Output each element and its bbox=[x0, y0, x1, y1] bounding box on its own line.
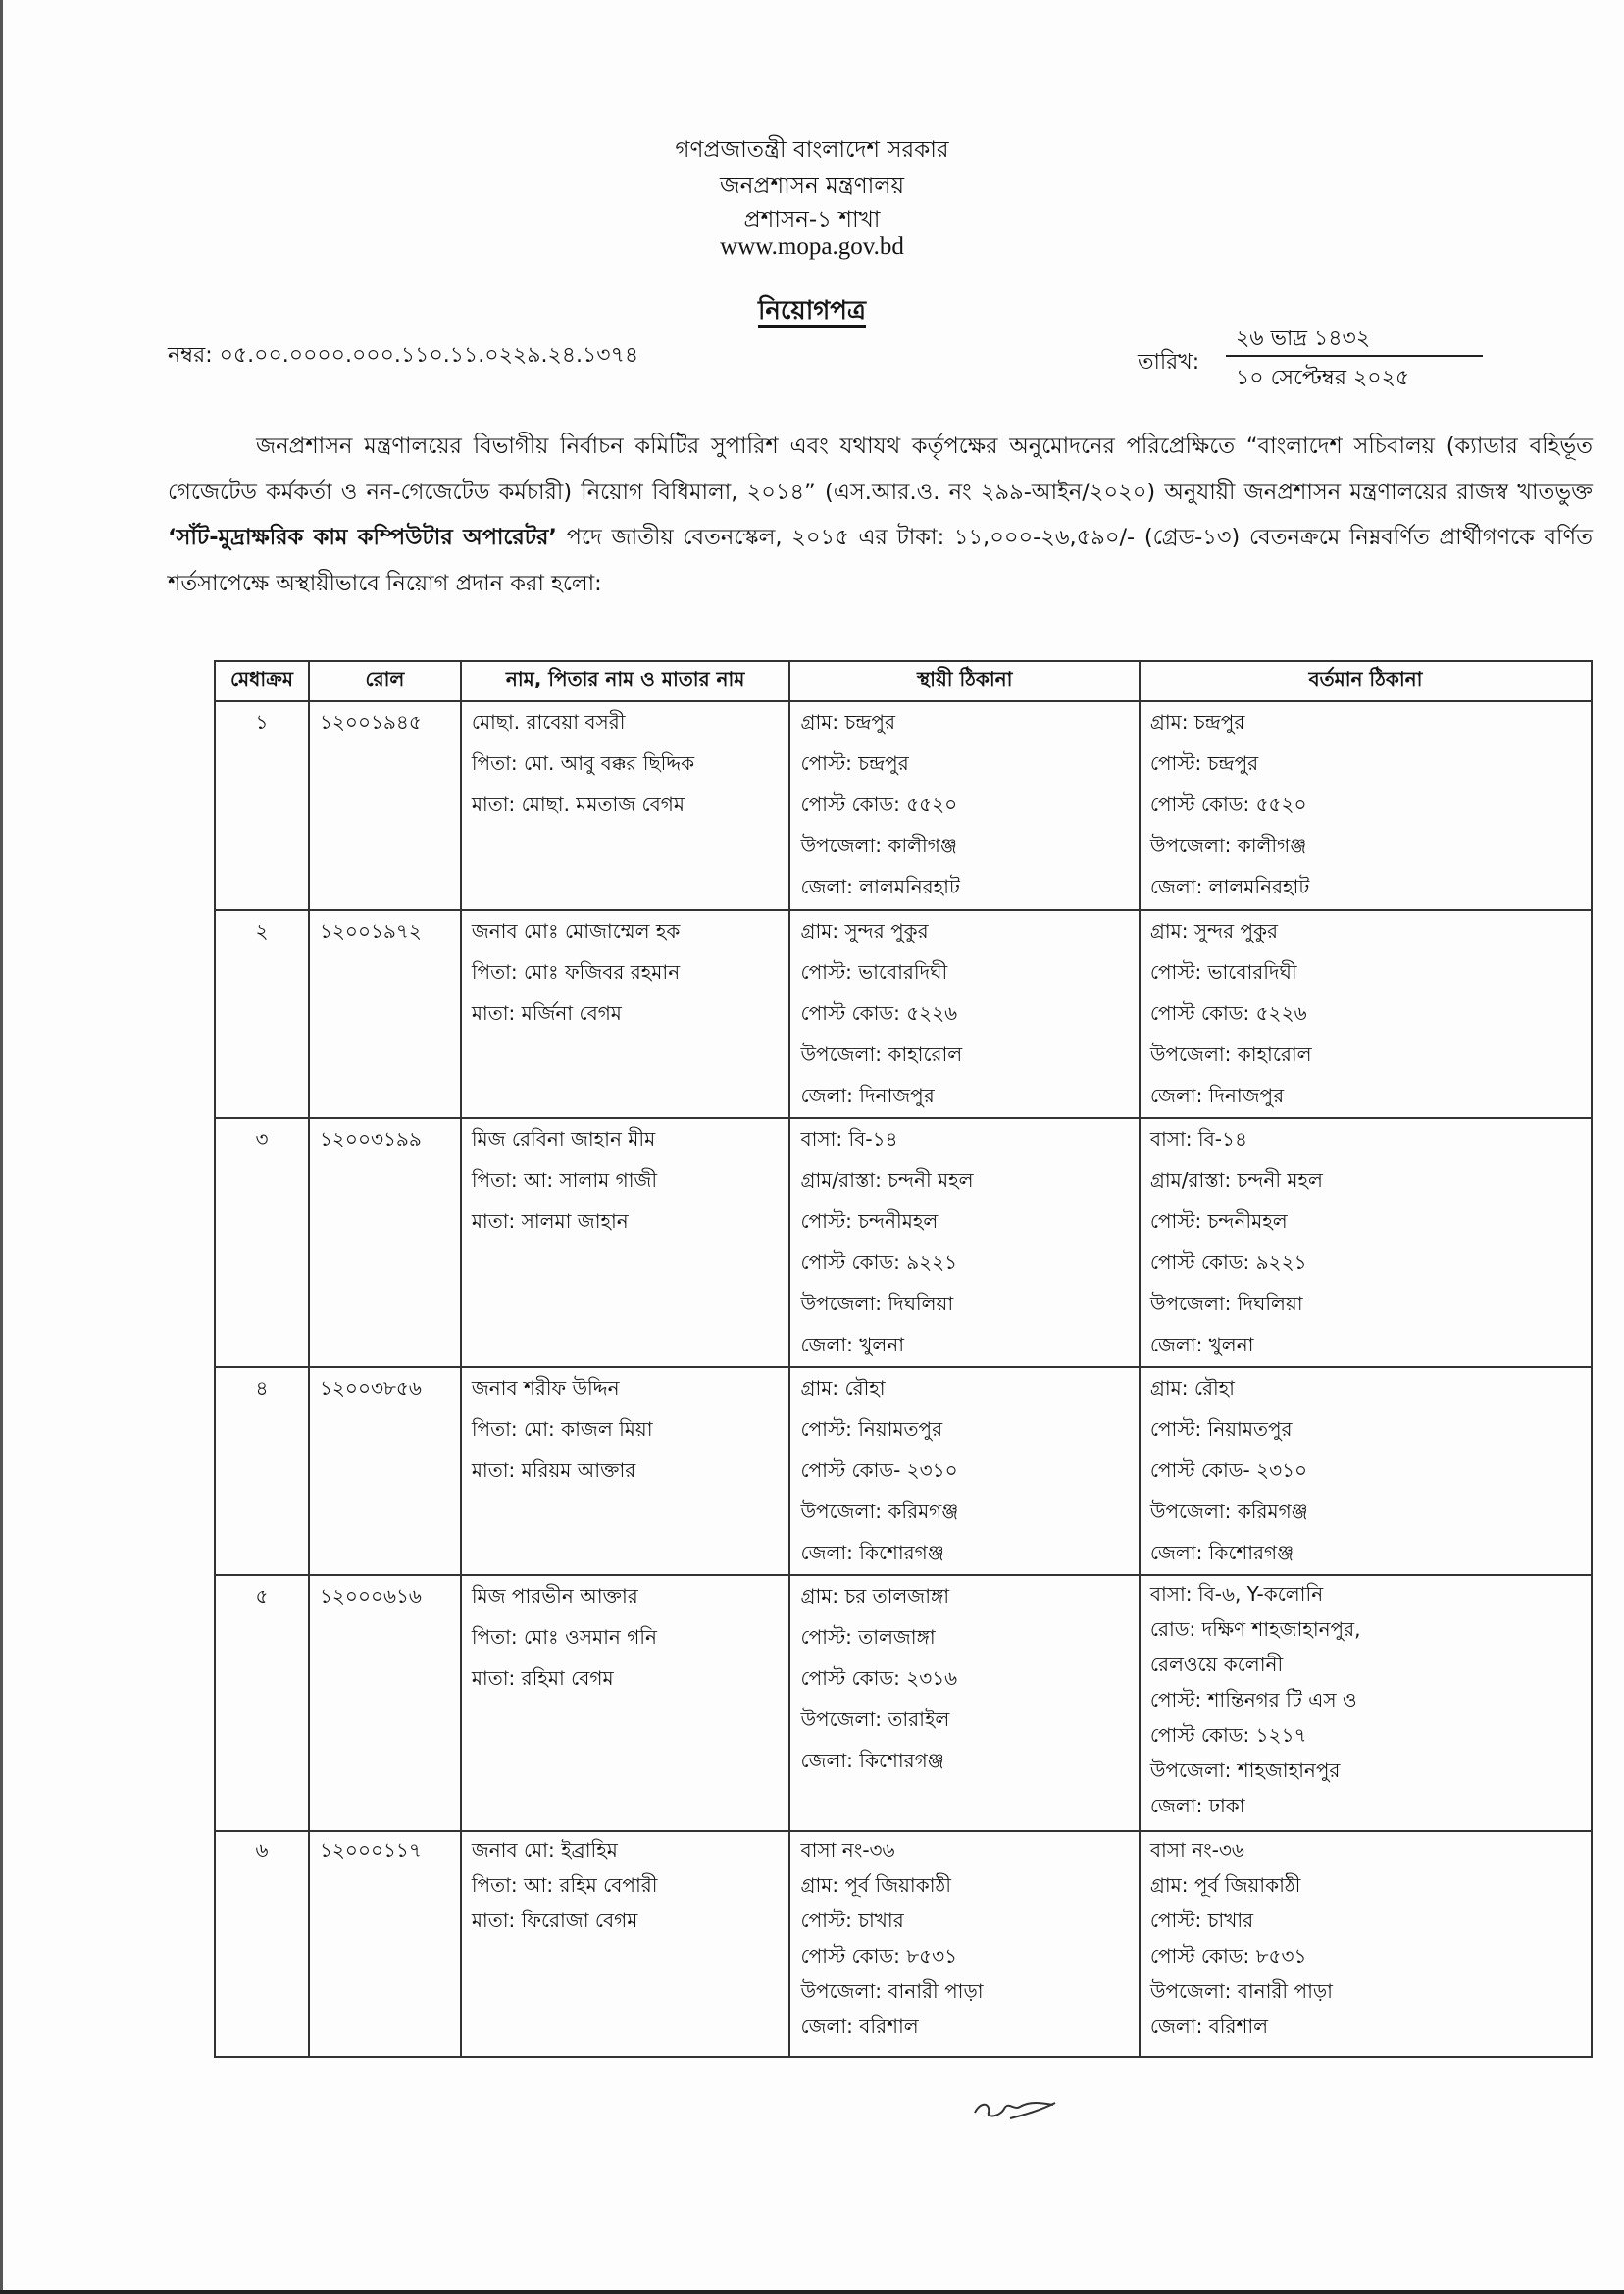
name-line: পিতা: আ: রহিম বেপারী bbox=[471, 1873, 658, 1897]
address-line: গ্রাম: সুন্দর পুকুর bbox=[1149, 919, 1279, 943]
address-line: বাসা: বি-১৪ bbox=[1149, 1127, 1247, 1150]
address-line: উপজেলা: কালীগঞ্জ bbox=[800, 834, 957, 857]
permanent-address-cell bbox=[789, 701, 1139, 910]
name-line: পিতা: মো. আবু বক্কর ছিদ্দিক bbox=[471, 751, 695, 775]
header-present-address: বর্তমান ঠিকানা bbox=[1140, 661, 1592, 701]
name-line: মোছা. রাবেয়া বসরী bbox=[471, 710, 626, 734]
address-line: উপজেলা: বানারী পাড়া bbox=[800, 1979, 984, 2003]
address-line: উপজেলা: তারাইল bbox=[800, 1708, 950, 1731]
address-line: গ্রাম: পূর্ব জিয়াকাঠী bbox=[800, 1873, 951, 1897]
name-line: জনাব মো: ইব্রাহিম bbox=[471, 1838, 618, 1861]
header-permanent-address: স্থায়ী ঠিকানা bbox=[789, 661, 1139, 701]
merit-cell bbox=[215, 1367, 309, 1575]
header-roll: রোল bbox=[309, 661, 461, 701]
address-line: উপজেলা: করিমগঞ্জ bbox=[800, 1500, 959, 1523]
post-title: ‘সাঁট-মুদ্রাক্ষরিক কাম কম্পিউটার অপারেটর’ bbox=[168, 525, 557, 550]
present-address-cell bbox=[1140, 1575, 1592, 1831]
names-cell bbox=[461, 910, 790, 1118]
address-line: গ্রাম: রৌহা bbox=[1149, 1376, 1235, 1400]
address-line: উপজেলা: শাহজাহানপুর bbox=[1149, 1759, 1341, 1782]
address-line: পোস্ট: চন্দনীমহল bbox=[800, 1209, 939, 1233]
address-line: গ্রাম: চন্দ্রপুর bbox=[800, 710, 895, 734]
header-names: নাম, পিতার নাম ও মাতার নাম bbox=[461, 661, 790, 701]
website-link[interactable]: www.mopa.gov.bd bbox=[720, 233, 904, 260]
scan-edge-left bbox=[0, 0, 3, 2294]
permanent-address-cell bbox=[789, 1831, 1139, 2057]
permanent-address-cell bbox=[789, 1367, 1139, 1575]
date-bangla: ২৬ ভাদ্র ১৪৩২ bbox=[1226, 322, 1483, 357]
address-line: জেলা: কিশোরগঞ্জ bbox=[800, 1749, 944, 1772]
address-line: জেলা: কিশোরগঞ্জ bbox=[1149, 1541, 1294, 1564]
names-cell bbox=[461, 1831, 790, 2057]
name-line: মাতা: সালমা জাহান bbox=[471, 1209, 629, 1233]
name-line: মাতা: ফিরোজা বেগম bbox=[471, 1909, 638, 1932]
address-line: উপজেলা: দিঘলিয়া bbox=[800, 1292, 954, 1315]
address-line: জেলা: দিনাজপুর bbox=[800, 1084, 935, 1107]
name-line: জনাব শরীফ উদ্দিন bbox=[471, 1376, 620, 1400]
roll-cell bbox=[309, 1118, 461, 1367]
address-line: উপজেলা: দিঘলিয়া bbox=[1149, 1292, 1303, 1315]
name-line: জনাব মোঃ মোজাম্মেল হক bbox=[471, 919, 681, 943]
merit-number: ৬ bbox=[255, 1838, 269, 1861]
address-line: পোস্ট: ভাবোরদিঘী bbox=[1149, 960, 1297, 984]
address-line: গ্রাম/রাস্তা: চন্দনী মহল bbox=[1149, 1168, 1323, 1192]
address-line: পোস্ট কোড: ৮৫৩১ bbox=[800, 1944, 958, 1967]
name-line: পিতা: মোঃ ওসমান গনি bbox=[471, 1625, 657, 1649]
appointee-table bbox=[214, 660, 1593, 2058]
address-line: পোস্ট কোড: ৫৫২০ bbox=[1149, 792, 1307, 816]
merit-cell bbox=[215, 1118, 309, 1367]
roll-cell bbox=[309, 1831, 461, 2057]
address-line: পোস্ট: চাখার bbox=[1149, 1909, 1254, 1932]
address-line: পোস্ট: চন্দ্রপুর bbox=[1149, 751, 1259, 775]
address-line: উপজেলা: কাহারোল bbox=[1149, 1043, 1312, 1066]
name-line: মিজ পারভীন আক্তার bbox=[471, 1584, 638, 1607]
names-cell bbox=[461, 1118, 790, 1367]
merit-number: ৩ bbox=[255, 1127, 269, 1150]
address-line: জেলা: বরিশাল bbox=[800, 2014, 919, 2038]
roll-number: ১২০০৩৮৫৬ bbox=[319, 1376, 422, 1400]
table-row bbox=[215, 1831, 1592, 2057]
table-row bbox=[215, 1367, 1592, 1575]
names-cell bbox=[461, 1367, 790, 1575]
address-line: পোস্ট কোড: ৫২২৬ bbox=[1149, 1001, 1307, 1025]
roll-number: ১২০০৩১৯৯ bbox=[319, 1127, 422, 1150]
address-line: উপজেলা: বানারী পাড়া bbox=[1149, 1979, 1333, 2003]
address-line: গ্রাম: সুন্দর পুকুর bbox=[800, 919, 929, 943]
address-line: জেলা: কিশোরগঞ্জ bbox=[800, 1541, 944, 1564]
name-line: পিতা: মো: কাজল মিয়া bbox=[471, 1417, 653, 1441]
permanent-address-cell bbox=[789, 1118, 1139, 1367]
merit-number: ৫ bbox=[255, 1584, 269, 1607]
table-row bbox=[215, 1118, 1592, 1367]
present-address-cell bbox=[1140, 1831, 1592, 2057]
roll-cell bbox=[309, 701, 461, 910]
address-line: রোড: দক্ষিণ শাহজাহানপুর, bbox=[1149, 1617, 1361, 1641]
name-line: মিজ রেবিনা জাহান মীম bbox=[471, 1127, 656, 1150]
name-line: মাতা: মরিয়ম আক্তার bbox=[471, 1458, 636, 1482]
address-line: পোস্ট কোড: ৯২২১ bbox=[1149, 1250, 1307, 1274]
address-line: রেলওয়ে কলোনী bbox=[1149, 1653, 1284, 1676]
roll-cell bbox=[309, 1575, 461, 1831]
table-row bbox=[215, 1575, 1592, 1831]
present-address-cell bbox=[1140, 1367, 1592, 1575]
table-header-row bbox=[215, 661, 1592, 701]
address-line: উপজেলা: কাহারোল bbox=[800, 1043, 963, 1066]
present-address-cell bbox=[1140, 910, 1592, 1118]
address-line: বাসা: বি-১৪ bbox=[800, 1127, 898, 1150]
table-row bbox=[215, 910, 1592, 1118]
address-line: জেলা: দিনাজপুর bbox=[1149, 1084, 1285, 1107]
address-line: পোস্ট: চাখার bbox=[800, 1909, 904, 1932]
roll-number: ১২০০১৯৪৫ bbox=[319, 710, 422, 734]
roll-number: ১২০০১৯৭২ bbox=[319, 919, 422, 943]
document-title: নিয়োগপত্র bbox=[757, 296, 867, 326]
address-line: গ্রাম: চন্দ্রপুর bbox=[1149, 710, 1245, 734]
ministry-name: জনপ্রশাসন মন্ত্রণালয় bbox=[720, 174, 904, 199]
roll-cell bbox=[309, 1367, 461, 1575]
address-line: পোস্ট: চন্দ্রপুর bbox=[800, 751, 909, 775]
permanent-address-cell bbox=[789, 1575, 1139, 1831]
address-line: পোস্ট: ভাবোরদিঘী bbox=[800, 960, 948, 984]
address-line: জেলা: ঢাকা bbox=[1149, 1794, 1245, 1817]
signature-scribble-icon bbox=[971, 2089, 1059, 2128]
address-line: পোস্ট কোড: ৫৫২০ bbox=[800, 792, 958, 816]
address-line: পোস্ট: তালজাঙ্গা bbox=[800, 1625, 936, 1649]
memo-number: নম্বর: ০৫.০০.০০০০.০০০.১১০.১১.০২২৯.২৪.১৩৭৪ bbox=[168, 343, 639, 368]
merit-cell bbox=[215, 910, 309, 1118]
present-address-cell bbox=[1140, 701, 1592, 910]
name-line: পিতা: আ: সালাম গাজী bbox=[471, 1168, 658, 1192]
address-line: গ্রাম/রাস্তা: চন্দনী মহল bbox=[800, 1168, 974, 1192]
address-line: বাসা: বি-৬, Y-কলোনি bbox=[1149, 1582, 1324, 1606]
date-english: ১০ সেপ্টেম্বর ২০২৫ bbox=[1236, 366, 1410, 390]
address-line: উপজেলা: কালীগঞ্জ bbox=[1149, 834, 1307, 857]
names-cell bbox=[461, 701, 790, 910]
table-row bbox=[215, 701, 1592, 910]
address-line: পোস্ট: নিয়ামতপুর bbox=[1149, 1417, 1293, 1441]
names-cell bbox=[461, 1575, 790, 1831]
header-merit: মেধাক্রম bbox=[215, 661, 309, 701]
address-line: উপজেলা: করিমগঞ্জ bbox=[1149, 1500, 1308, 1523]
merit-cell bbox=[215, 1831, 309, 2057]
address-line: জেলা: লালমনিরহাট bbox=[1149, 875, 1310, 898]
address-line: পোস্ট কোড: ১২১৭ bbox=[1149, 1723, 1307, 1747]
address-line: পোস্ট: চন্দনীমহল bbox=[1149, 1209, 1288, 1233]
address-line: পোস্ট কোড- ২৩১০ bbox=[1149, 1458, 1308, 1482]
address-line: পোস্ট কোড- ২৩১০ bbox=[800, 1458, 958, 1482]
roll-number: ১২০০০৬১৬ bbox=[319, 1584, 422, 1607]
address-line: গ্রাম: রৌহা bbox=[800, 1376, 886, 1400]
address-line: পোস্ট কোড: ৫২২৬ bbox=[800, 1001, 958, 1025]
paragraph-part2: পদে জাতীয় বেতনস্কেল, ২০১৫ এর টাকা: ১১,০০০-২৬,৫৯০/- (গ্রেড-১৩) বেতনক্রমে নিম্নবর্ণিত প্রার্থীগণকে বর্ণিত শর্তসাপেক্ষে অস্থায়ীভাবে নিয়োগ প্রদান করা হলো: bbox=[168, 525, 1593, 596]
name-line: পিতা: মোঃ ফজিবর রহমান bbox=[471, 960, 681, 984]
address-line: জেলা: লালমনিরহাট bbox=[800, 875, 960, 898]
signature bbox=[971, 2089, 1059, 2132]
address-line: পোস্ট: শান্তিনগর টি এস ও bbox=[1149, 1688, 1357, 1711]
merit-number: ২ bbox=[255, 919, 269, 943]
address-line: বাসা নং-৩৬ bbox=[1149, 1838, 1244, 1861]
date-label: তারিখ: bbox=[1138, 350, 1200, 375]
roll-cell bbox=[309, 910, 461, 1118]
merit-cell bbox=[215, 1575, 309, 1831]
address-line: বাসা নং-৩৬ bbox=[800, 1838, 895, 1861]
address-line: পোস্ট কোড: ৮৫৩১ bbox=[1149, 1944, 1307, 1967]
government-name: গণপ্রজাতন্ত্রী বাংলাদেশ সরকার bbox=[675, 137, 949, 163]
name-line: মাতা: রহিমা বেগম bbox=[471, 1666, 614, 1690]
address-line: জেলা: খুলনা bbox=[1149, 1333, 1254, 1356]
scan-edge-bottom bbox=[0, 2290, 1624, 2294]
paragraph-part1: জনপ্রশাসন মন্ত্রণালয়ের বিভাগীয় নির্বাচন কমিটির সুপারিশ এবং যথাযথ কর্তৃপক্ষের অনুমোদনের পরিপ্রেক্ষিতে “বাংলাদেশ সচিবালয় (ক্যাডার বহির্ভূত গেজেটেড কর্মকর্তা ও নন-গেজেটেড কর্মচারী) নিয়োগ বিধিমালা, ২০১৪” (এস.আর.ও. নং ২৯৯-আইন/২০২০) অনুযায়ী জনপ্রশাসন মন্ত্রণালয়ের রাজস্ব খাতভুক্ত bbox=[168, 433, 1593, 505]
permanent-address-cell bbox=[789, 910, 1139, 1118]
address-line: পোস্ট কোড: ২৩১৬ bbox=[800, 1666, 958, 1690]
branch-name: প্রশাসন-১ শাখা bbox=[743, 207, 881, 232]
merit-number: ১ bbox=[255, 710, 269, 734]
name-line: মাতা: মোছা. মমতাজ বেগম bbox=[471, 792, 685, 816]
merit-cell bbox=[215, 701, 309, 910]
name-line: মাতা: মর্জিনা বেগম bbox=[471, 1001, 622, 1025]
address-line: পোস্ট কোড: ৯২২১ bbox=[800, 1250, 958, 1274]
address-line: পোস্ট: নিয়ামতপুর bbox=[800, 1417, 943, 1441]
present-address-cell bbox=[1140, 1118, 1592, 1367]
address-line: গ্রাম: চর তালজাঙ্গা bbox=[800, 1584, 950, 1607]
roll-number: ১২০০০১১৭ bbox=[319, 1838, 422, 1861]
merit-number: ৪ bbox=[255, 1376, 269, 1400]
address-line: জেলা: খুলনা bbox=[800, 1333, 905, 1356]
address-line: গ্রাম: পূর্ব জিয়াকাঠী bbox=[1149, 1873, 1301, 1897]
address-line: জেলা: বরিশাল bbox=[1149, 2014, 1269, 2038]
appointment-paragraph bbox=[168, 424, 1593, 606]
